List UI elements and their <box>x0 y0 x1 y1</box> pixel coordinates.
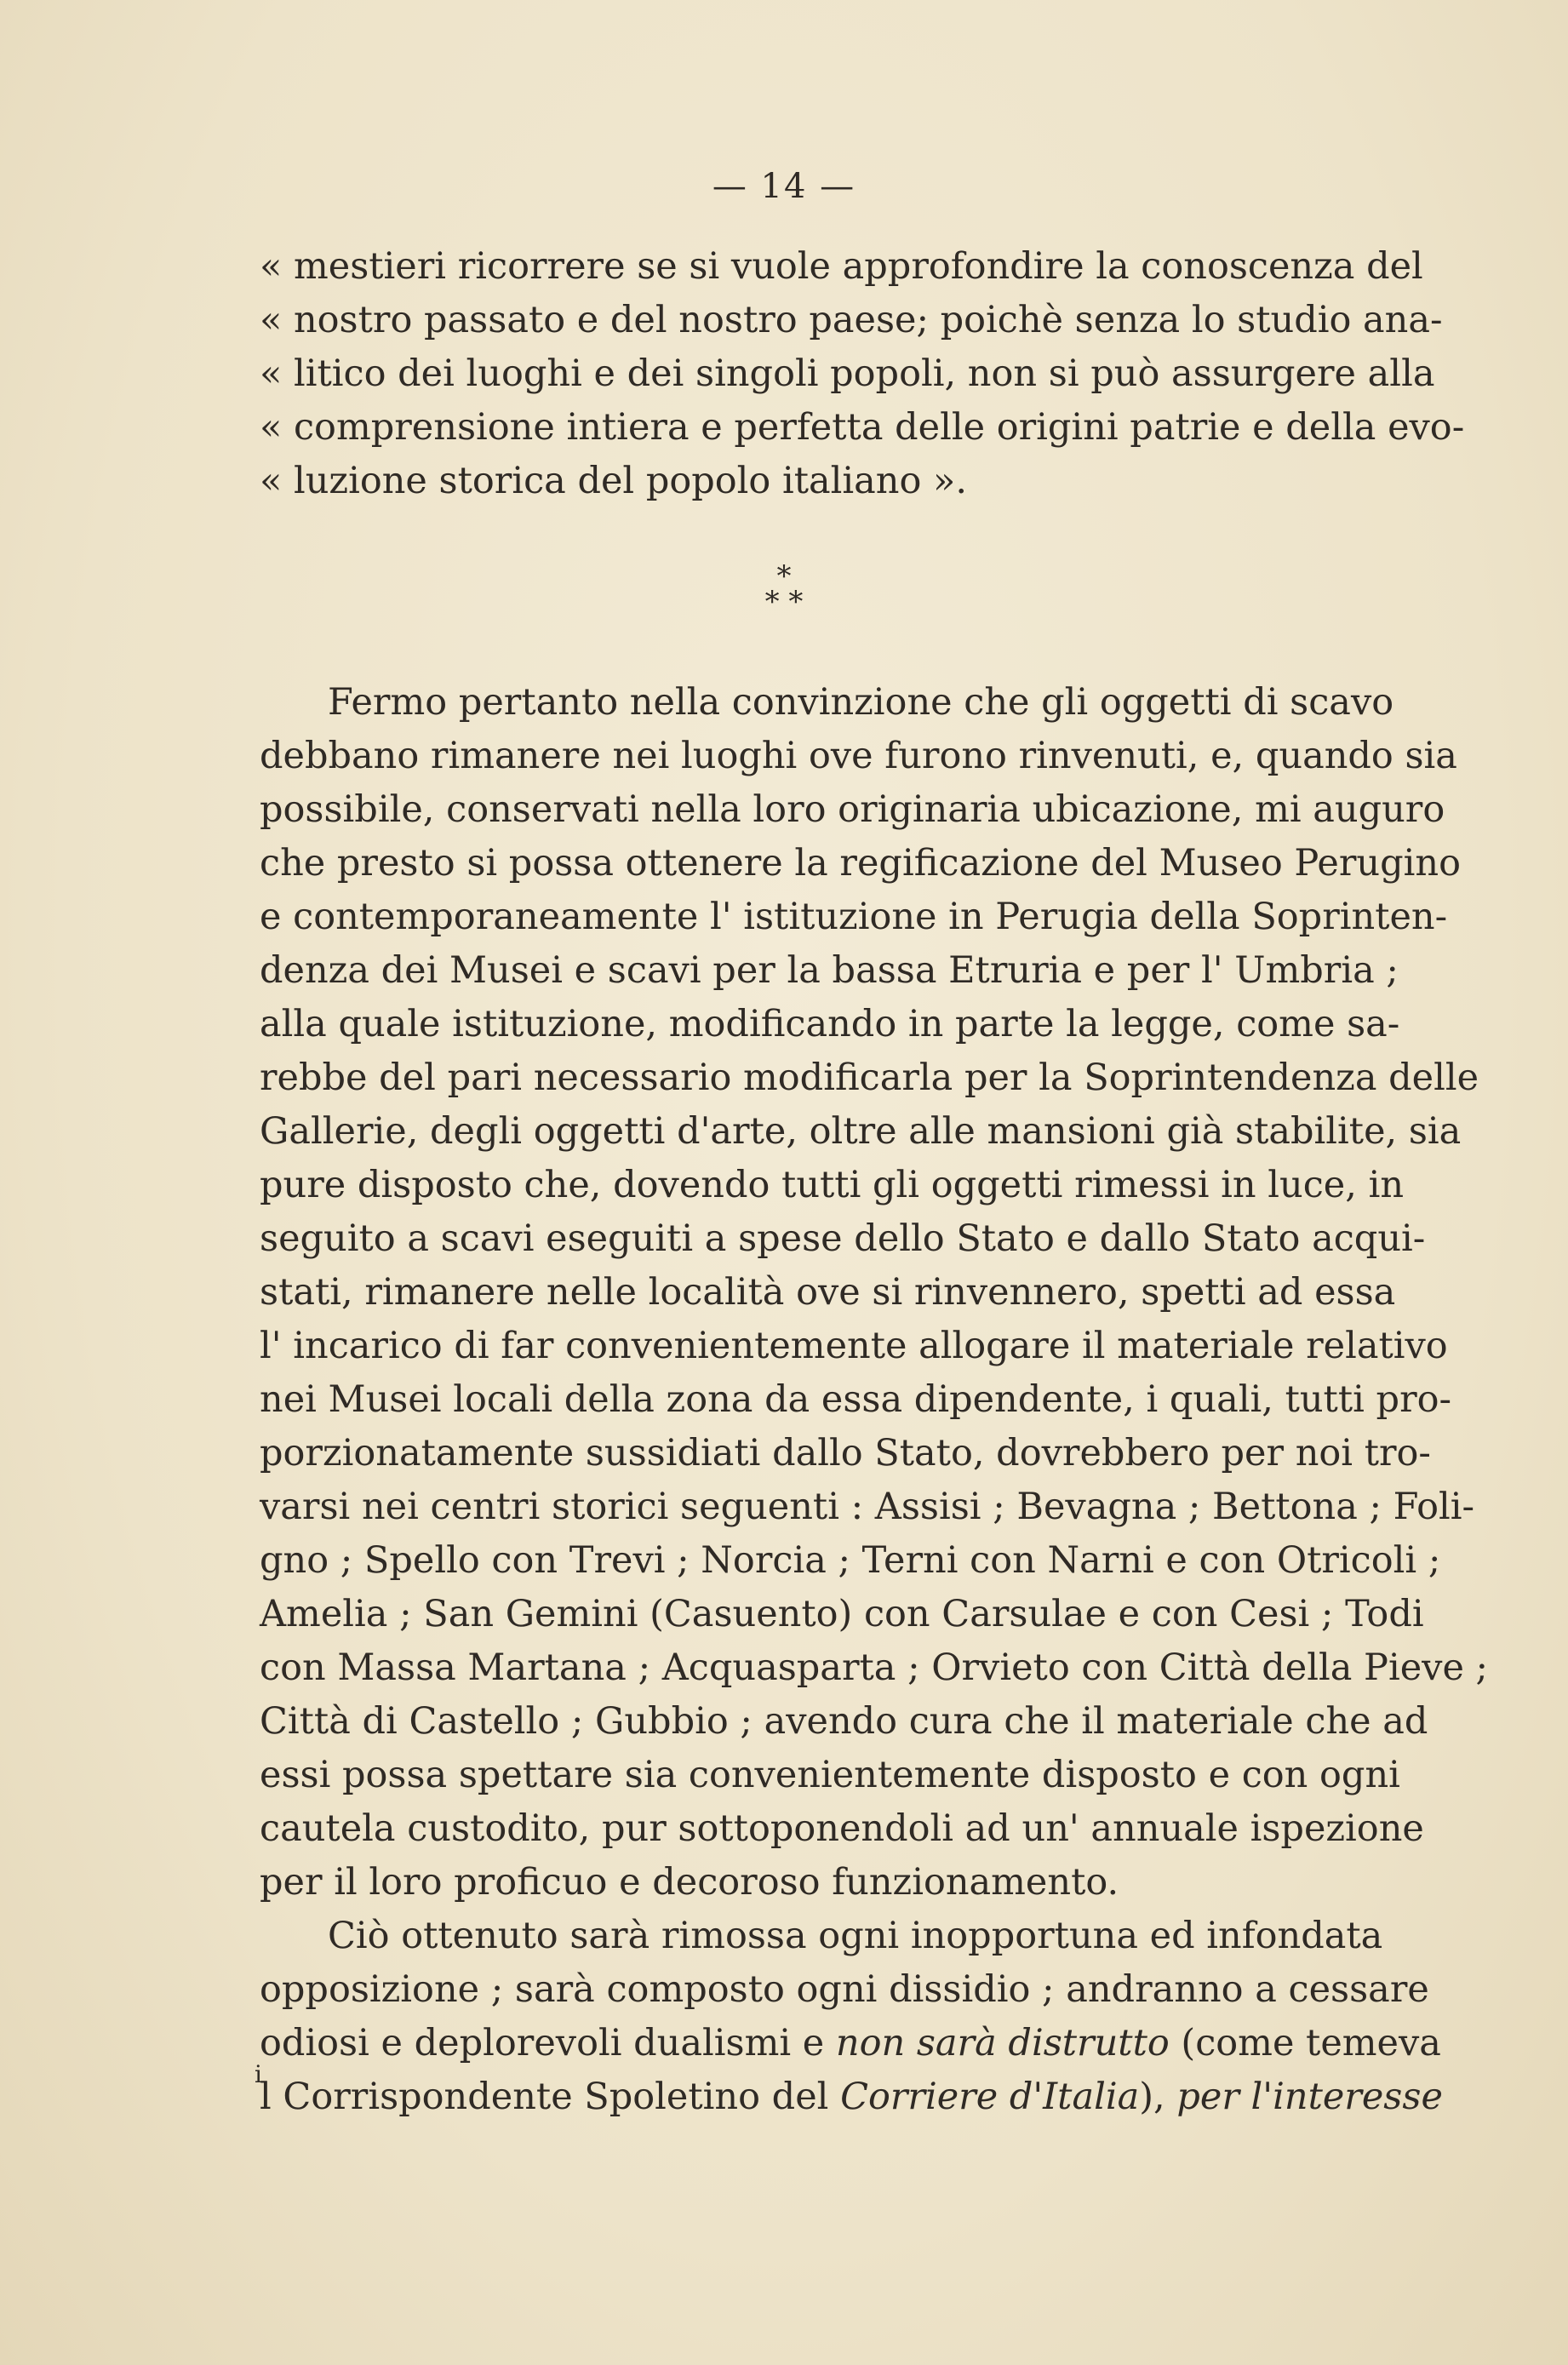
paragraph-2-line: Ciò ottenuto sarà rimossa ogni inopportuna ed infondata <box>328 1915 1383 1957</box>
paragraph-line: Gallerie, degli oggetti d'arte, oltre alle mansioni già stabilite, sia <box>260 1110 1462 1153</box>
paragraph-2-line <box>260 2070 1443 2124</box>
paragraph-line: porzionatamente sussidiati dallo Stato, dovrebbero per noi tro- <box>260 1432 1431 1475</box>
paragraph-line: stati, rimanere nelle località ove si rinvennero, spetti ad essa <box>260 1271 1396 1314</box>
paragraph-line: varsi nei centri storici seguenti : Assisi ; Bevagna ; Bettona ; Foli- <box>260 1486 1475 1528</box>
text-run: odiosi e deplorevoli dualismi e <box>260 2022 836 2064</box>
paragraph-line: gno ; Spello con Trevi ; Norcia ; Terni con Narni e con Otricoli ; <box>260 1539 1441 1582</box>
italic-run: non sarà distrutto <box>835 2022 1170 2064</box>
paragraph-line: alla quale istituzione, modificando in parte la legge, come sa- <box>260 1003 1400 1045</box>
paragraph-2-line <box>260 2017 1441 2070</box>
quotation-block <box>260 240 1465 508</box>
quote-line: « nostro passato e del nostro paese; poichè senza lo studio ana- <box>260 299 1443 341</box>
asterism-top: * <box>776 559 792 593</box>
paragraph-1 <box>260 676 1489 2124</box>
paragraph-line: pure disposto che, dovendo tutti gli oggetti rimessi in luce, in <box>260 1164 1405 1206</box>
quote-line: « litico dei luoghi e dei singoli popoli, non si può assurgere alla <box>260 352 1435 395</box>
quote-line: « comprensione intiera e perfetta delle origini patrie e della evo- <box>260 406 1465 449</box>
paragraph-line: l' incarico di far convenientemente allogare il materiale relativo <box>260 1325 1448 1367</box>
italic-run: Corriere d'Italia <box>840 2076 1140 2118</box>
text-run: ), <box>1139 2076 1177 2118</box>
paragraph-line: e contemporaneamente l' istituzione in Perugia della Soprinten- <box>260 896 1448 938</box>
paragraph-line: rebbe del pari necessario modificarla per la Soprintendenza delle <box>260 1057 1479 1099</box>
paragraph-line: Amelia ; San Gemini (Casuento) con Carsulae e con Cesi ; Todi <box>260 1593 1424 1635</box>
quote-line: « mestieri ricorrere se si vuole approfondire la conoscenza del <box>260 245 1423 288</box>
paragraph-line: possibile, conservati nella loro originaria ubicazione, mi auguro <box>260 788 1445 831</box>
quote-line: « luzione storica del popolo italiano ». <box>260 460 968 502</box>
paragraph-line: nei Musei locali della zona da essa dipendente, i quali, tutti pro- <box>260 1378 1452 1421</box>
paragraph-line: con Massa Martana ; Acquasparta ; Orvieto con Città della Pieve ; <box>260 1646 1489 1689</box>
italic-run: per l'interesse <box>1176 2076 1443 2118</box>
asterism-bottom: * * <box>764 585 804 619</box>
paragraph-line: per il loro proficuo e decoroso funzionamento. <box>260 1861 1119 1904</box>
text-run: l Corrispondente Spoletino del <box>260 2076 841 2118</box>
paragraph-line: debbano rimanere nei luoghi ove furono rinvenuti, e, quando sia <box>260 735 1457 777</box>
paragraph-line: cautela custodito, pur sottoponendoli ad un' annuale ispezione <box>260 1807 1424 1850</box>
paragraph-2-line: opposizione ; sarà composto ogni dissidio ; andranno a cessare <box>260 1968 1429 2011</box>
paragraph-line: seguito a scavi eseguiti a spese dello Stato e dallo Stato acqui- <box>260 1217 1426 1260</box>
paragraph-line: essi possa spettare sia convenientemente disposto e con ogni <box>260 1754 1400 1796</box>
paragraph-line: denza dei Musei e scavi per la bassa Etruria e per l' Umbria ; <box>260 949 1399 992</box>
margin-mark: i <box>255 2060 262 2088</box>
text-run: (come temeva <box>1169 2022 1441 2064</box>
paragraph-line: Fermo pertanto nella convinzione che gli oggetti di scavo <box>328 681 1394 724</box>
paragraph-line: che presto si possa ottenere la regificazione del Museo Perugino <box>260 842 1461 885</box>
page-number: — 14 — <box>712 167 856 206</box>
paragraph-line: Città di Castello ; Gubbio ; avendo cura che il materiale che ad <box>260 1700 1428 1743</box>
